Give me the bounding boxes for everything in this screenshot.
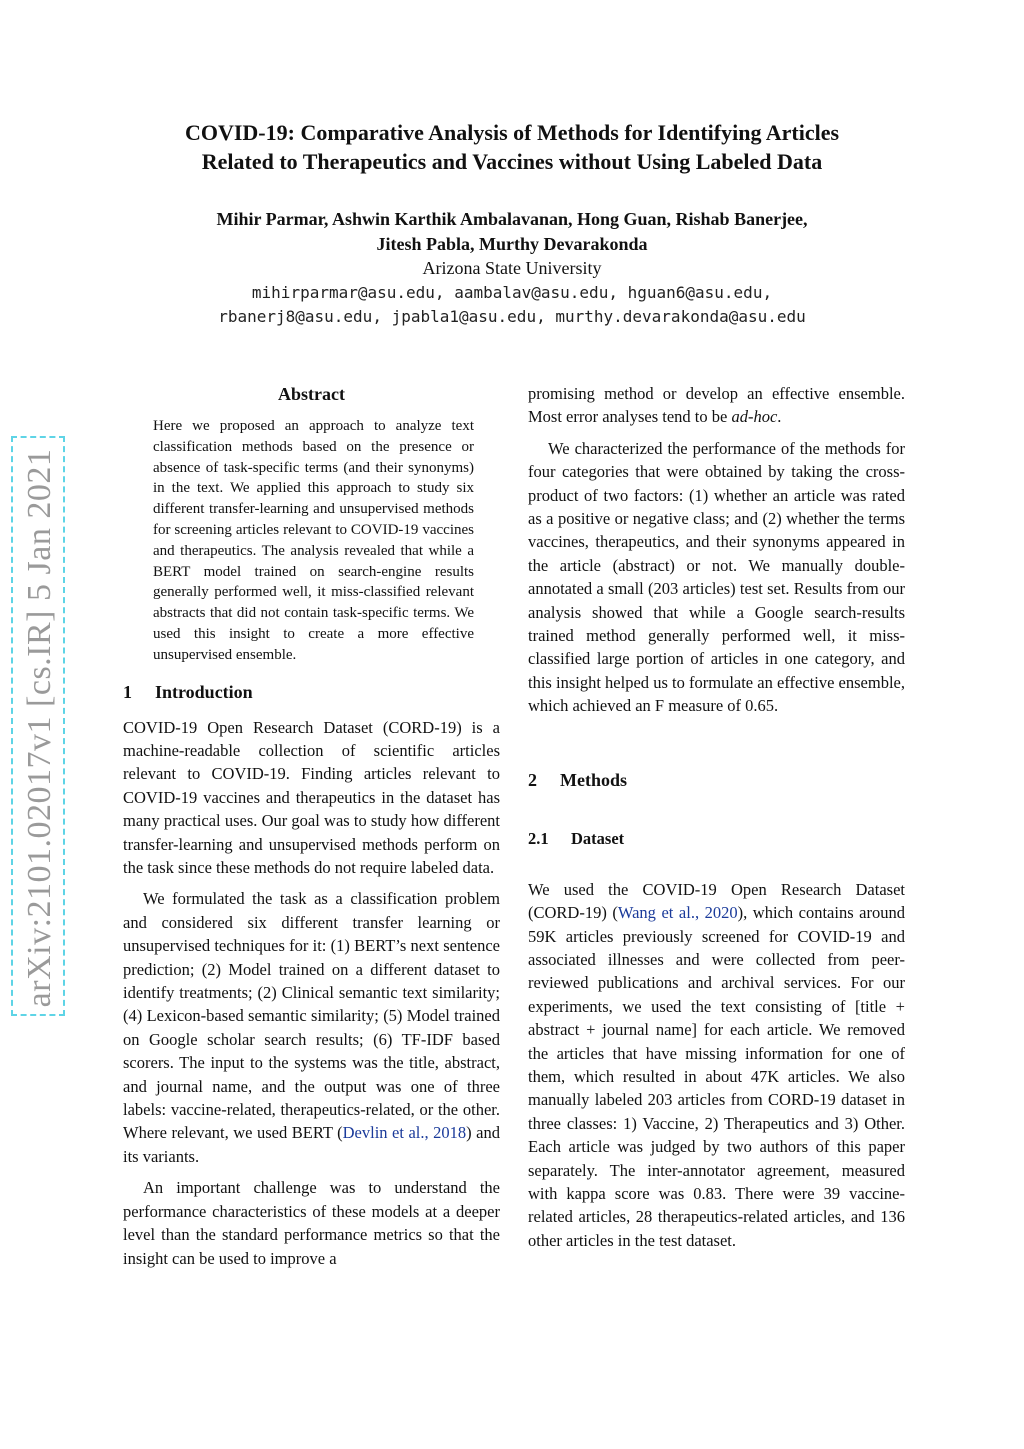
author-emails (0, 281, 1024, 329)
dataset-paragraph (528, 878, 905, 1253)
emails-line-2: rbanerj8@asu.edu, jpabla1@asu.edu, murthy.devarakonda@asu.edu (218, 307, 806, 326)
dataset-paragraph-tail: ), which contains around 59K articles previously screened for COVID-19 and associated illnesses and were collected from peer-reviewed publications and archival services. For our experiments, we used the text consisting of [title + abstract + journal name] for each article. We removed the articles that have missing information for one of them, which resulted in about 47K articles. We also manually labeled 203 articles from CORD-19 dataset in three classes: 1) Vaccine, 2) Therapeutics and 3) Other. Each article was judged by two authors of this paper separately. The inter-annotator agreement, measured with kappa score was 0.83. There were 39 vaccine-related articles, 28 therapeutics-related articles, and 136 other articles in the test dataset. (528, 903, 905, 1250)
section-introduction-heading (123, 680, 500, 704)
intro-paragraph-2-tail: ) and its variants. (123, 1123, 500, 1166)
intro-paragraph-2-text: We formulated the task as a classification problem and considered six different transfer learning or unsupervised techniques for it: (1) BERT’s next sentence prediction; (2) Model trained on a different dataset to identify treatments; (2) Clinical semantic text similarity; (4) Lexicon-based semantic similarity; (5) Model trained on Google scholar search results; (6) TF-IDF based scorers. The input to the systems was the title, abstract, and journal name, and the output was one of three labels: vaccine-related, therapeutics-related, or the other. Where relevant, we used BERT ( (123, 889, 500, 1143)
section-methods-heading (528, 768, 905, 792)
intro-paragraph-2 (123, 887, 500, 1168)
author-list (0, 207, 1024, 257)
citation-wang-2020[interactable]: Wang et al., 2020 (617, 903, 738, 923)
subsection-title: Dataset (571, 828, 625, 848)
intro-paragraph-3-cont-text: promising method or develop an effective ensemble. Most error analyses tend to be (528, 384, 905, 427)
section-title: Introduction (155, 681, 253, 702)
authors-line-1: Mihir Parmar, Ashwin Karthik Ambalavanan, Hong Guan, Rishab Banerjee, (216, 209, 808, 229)
subsection-dataset-heading (528, 828, 905, 850)
paper-title (0, 118, 1024, 176)
intro-paragraph-3: An important challenge was to understand the performance characteristics of these models at a deeper level than the standard performance metrics so that the insight can be used to improve a (123, 1178, 500, 1268)
intro-paragraph-3-cont-tail: . (777, 407, 782, 427)
intro-paragraph-1: COVID-19 Open Research Dataset (CORD-19) is a machine-readable collection of scientific articles relevant to COVID-19. Finding articles relevant to COVID-19 vaccines and therapeutics in the dataset has many practical uses. Our goal was to study how different transfer-learning and unsupervised methods perform on the task since these methods do not require labeled data. (123, 717, 500, 877)
section-number: 2 (528, 769, 537, 790)
arxiv-identifier-stamp (11, 436, 65, 1016)
abstract-text: Here we proposed an approach to analyze text classification methods based on the presence or absence of task-specific terms (and their synonyms) in the text. We applied this approach to study six different transfer-learning and unsupervised methods for screening articles relevant to COVID-19 vaccines and therapeutics. The analysis revealed that while a BERT model trained on search-engine results generally performed well, it miss-classified relevant abstracts that did not contain task-specific terms. We used this insight to create a more effective unsupervised ensemble. (153, 418, 474, 663)
subsection-number: 2.1 (528, 828, 549, 848)
section-number: 1 (123, 681, 132, 702)
affiliation: Arizona State University (422, 258, 602, 278)
emails-line-1: mihirparmar@asu.edu, aambalav@asu.edu, hguan6@asu.edu, (251, 283, 773, 302)
title-line-2: Related to Therapeutics and Vaccines without Using Labeled Data (201, 149, 823, 174)
section-title: Methods (560, 769, 627, 790)
abstract-heading: Abstract (278, 384, 345, 404)
dataset-paragraph-text: We used the COVID-19 Open Research Dataset (CORD-19) ( (528, 879, 905, 923)
ad-hoc-emphasis: ad-hoc (731, 407, 778, 427)
intro-paragraph-4: We characterized the performance of the methods for four categories that were obtained by taking the cross-product of two factors: (1) whether an article was rated as a positive or negative class; and (2) whether the terms vaccines, therapeutics, and their synonyms appeared in the article (abstract) or not. We manually double-annotated a small (203 articles) test set. Results from our analysis showed that while a Google search-results trained method generally performed well, it miss-classified large portion of articles in one category, and this insight helped us to formulate an effective ensemble, which achieved an F measure of 0.65. (528, 438, 905, 716)
citation-devlin-2018[interactable]: Devlin et al., 2018 (342, 1123, 467, 1143)
authors-line-2: Jitesh Pabla, Murthy Devarakonda (376, 234, 648, 254)
intro-paragraph-3-continued (528, 382, 905, 429)
title-line-1: COVID-19: Comparative Analysis of Methods for Identifying Articles (184, 120, 840, 145)
right-column (528, 382, 905, 1252)
arxiv-identifier-text: arXiv:2101.02017v1 [cs.IR] 5 Jan 2021 (21, 448, 58, 1008)
left-column (123, 382, 500, 1270)
